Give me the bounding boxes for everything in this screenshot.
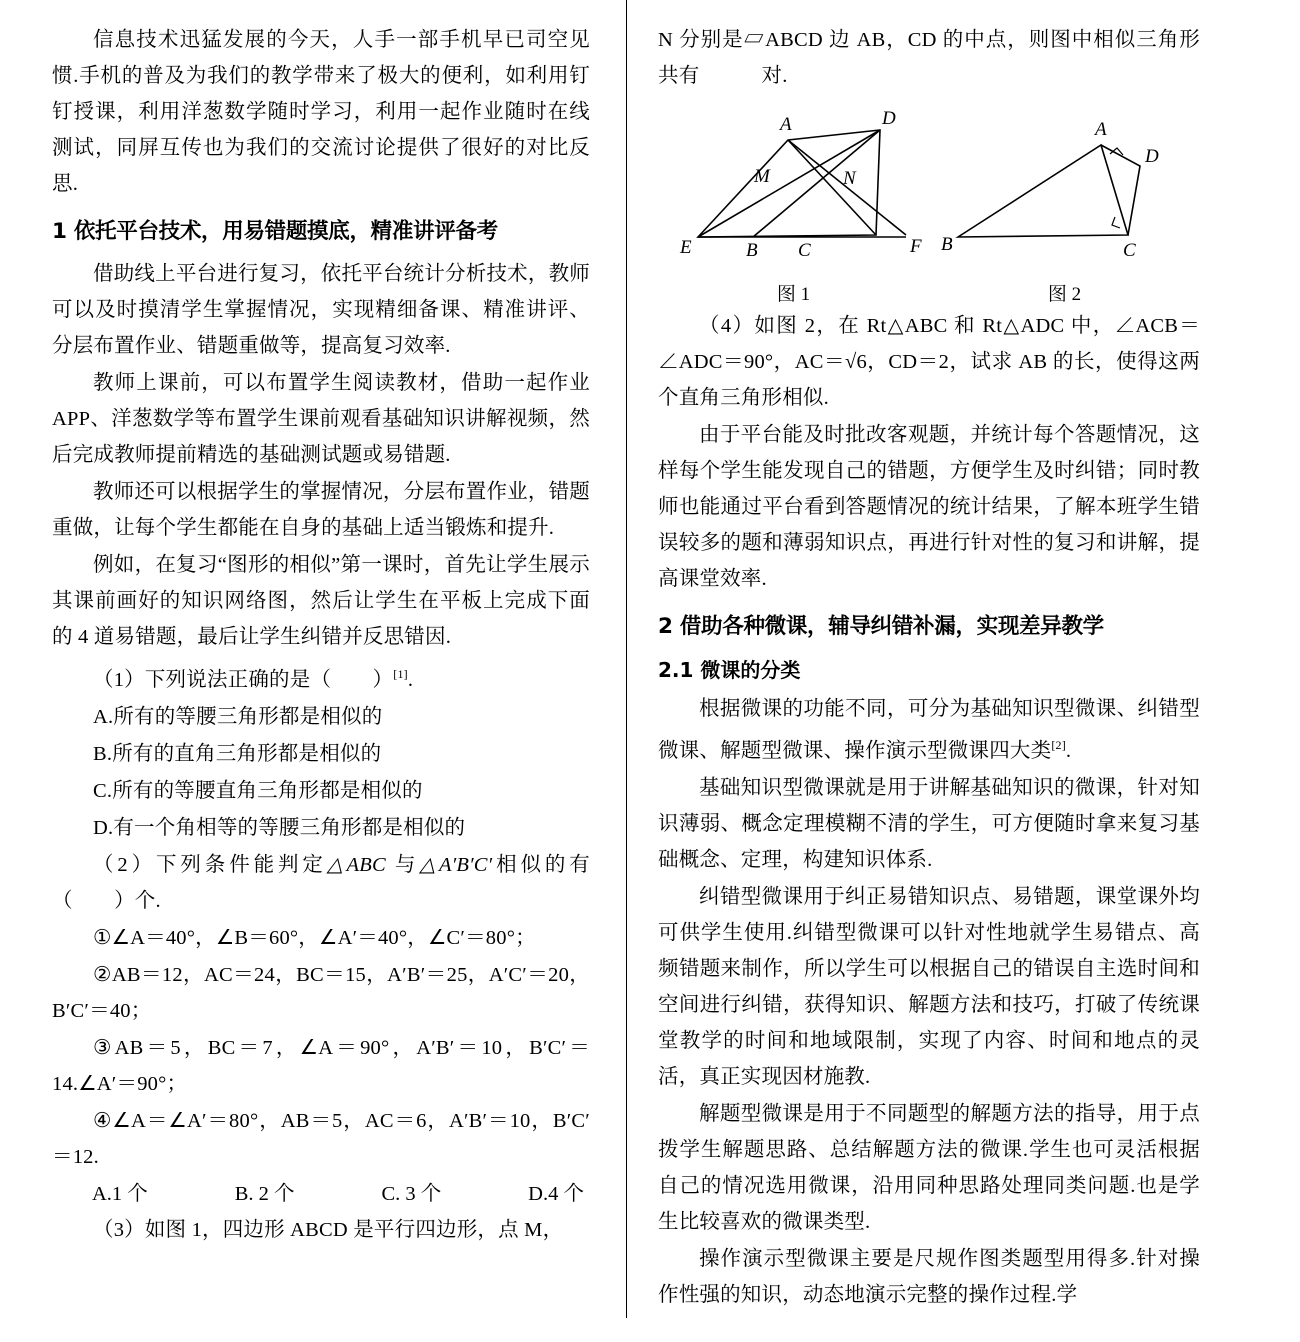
paragraph-3: 教师还可以根据学生的掌握情况，分层布置作业，错题重做，让每个学生都能在自身的基础上适当锻炼和提升. — [52, 481, 590, 539]
question-1-option-d: D.有一个角相等的等腰三角形都是相似的 — [93, 816, 466, 839]
question-2-item-2: ②AB＝12，AC＝24，BC＝15，A′B′＝25，A′C′＝20，B′C′＝40； — [52, 963, 590, 1022]
citation-ref-2: [2] — [1051, 738, 1066, 752]
left-column — [52, 22, 612, 1342]
question-2-item-3: ③AB＝5，BC＝7，∠A＝90°，A′B′＝10，B′C′＝14.∠A′＝90°； — [52, 1036, 590, 1095]
svg-text:N: N — [843, 168, 856, 189]
svg-text:F: F — [910, 236, 922, 257]
paragraph-8: 纠错型微课用于纠正易错知识点、易错题，课堂课外均可供学生使用.纠错型微课可以针对性地就学生易错点、高频错题来制作，所以学生可以根据自己的错误自主选时间和空间进行纠错，获得知识、解题方法和技巧，打破了传统课堂教学的时间和地域限制，实现了内容、时间和地点的灵活，真正实现因材施教. — [658, 885, 1200, 1088]
question-3-stem-cont: N 分别是▱ABCD 边 AB，CD 的中点，则图中相似三角形共有 对. — [658, 29, 1200, 87]
question-1-text: （1）下列说法正确的是（ ） — [93, 668, 394, 691]
question-4: （4）如图 2，在 Rt△ABC 和 Rt△ADC 中，∠ACB＝∠ADC＝90°，AC＝√6，CD＝2，试求 AB 的长，使得这两个直角三角形相似. — [658, 315, 1200, 409]
choice-d: D.4 个 — [528, 1182, 584, 1205]
figure-2-right-angle-marks — [1110, 148, 1123, 228]
paragraph-4: 例如，在复习“图形的相似”第一课时，首先让学生展示其课前画好的知识网络图，然后让学生在平板上完成下面的 4 道易错题，最后让学生纠错并反思错因. — [52, 554, 590, 648]
paragraph-10: 操作演示型微课主要是尺规作图类题型用得多.针对操作性强的知识，动态地演示完整的操作过程.学 — [658, 1247, 1200, 1306]
svg-text:D: D — [882, 108, 896, 129]
figures-container — [658, 100, 1200, 306]
question-1-option-a: A.所有的等腰三角形都是相似的 — [93, 705, 383, 728]
paragraph-6 — [658, 691, 1200, 769]
svg-text:C: C — [798, 240, 811, 261]
paragraph-5: 由于平台能及时批改客观题，并统计每个答题情况，这样每个学生能发现自己的错题，方便学生及时纠错；同时教师也能通过平台看到答题情况的统计结果，了解本班学生错误较多的题和薄弱知识点，再进行针对性的复习和讲解，提高课堂效率. — [658, 424, 1200, 590]
triangle-abc-prime: △A′B′C′ — [419, 853, 493, 876]
question-1-option-b: B.所有的直角三角形都是相似的 — [93, 742, 382, 765]
svg-text:D: D — [1145, 146, 1159, 167]
figure-2-caption: 图 2 — [1047, 284, 1082, 305]
figure-captions — [658, 279, 1200, 306]
section-heading-2: 2 借助各种微课，辅导纠错补漏，实现差异教学 — [658, 614, 1104, 639]
svg-text:B: B — [746, 240, 758, 261]
right-column — [640, 22, 1200, 1342]
column-divider — [626, 0, 627, 1318]
svg-text:M: M — [754, 166, 770, 187]
svg-text:B: B — [941, 234, 953, 255]
figure-1-drawing — [698, 130, 906, 237]
svg-text:C: C — [1123, 240, 1136, 261]
question-2-lead: （2）下列条件能判定 — [93, 853, 327, 876]
paragraph-6-text: 根据微课的功能不同，可分为基础知识型微课、纠错型微课、解题型微课、操作演示型微课四大类 — [658, 698, 1200, 762]
figure-1-labels — [679, 108, 922, 261]
column-gutter — [612, 22, 640, 1342]
question-2-item-1: ①∠A＝40°，∠B＝60°，∠A′＝40°，∠C′＝80°； — [93, 926, 536, 949]
choice-b: B. 2 个 — [234, 1182, 295, 1205]
question-2-mid: 与 — [394, 853, 420, 876]
question-1-stem: （1）下列说法正确的是（ ）[1]. — [93, 667, 414, 691]
question-1-option-c: C.所有的等腰直角三角形都是相似的 — [93, 779, 423, 802]
figure-1-caption: 图 1 — [776, 284, 811, 305]
paragraph-7: 基础知识型微课就是用于讲解基础知识的微课，针对知识薄弱、概念定理模糊不清的学生，可方便随时拿来复习基础概念、定理，构建知识体系. — [658, 776, 1200, 871]
section-heading-1: 1 依托平台技术，用易错题摸底，精准讲评备考 — [52, 219, 498, 244]
choice-a: A.1 个 — [92, 1182, 148, 1205]
geometry-figures — [658, 100, 1198, 280]
svg-text:E: E — [680, 237, 692, 258]
citation-ref-1: [1] — [393, 667, 408, 681]
paragraph-1: 借助线上平台进行复习，依托平台统计分析技术，教师可以及时摸清学生掌握情况，实现精细备课、精准讲评、分层布置作业、错题重做等，提高复习效率. — [52, 263, 590, 357]
question-2-choices — [52, 1176, 590, 1212]
question-3-stem-start: （3）如图 1，四边形 ABCD 是平行四边形，点 M， — [93, 1218, 564, 1241]
intro-paragraph: 信息技术迅猛发展的今天，人手一部手机早已司空见惯.手机的普及为我们的教学带来了极大的便利，如利用钉钉授课，利用洋葱数学随时学习，利用一起作业随时在线测试，同屏互传也为我们的交流讨论提供了很好的对比反思. — [52, 29, 590, 195]
svg-text:A: A — [1095, 119, 1107, 140]
question-2-item-4: ④∠A＝∠A′＝80°，AB＝5，AC＝6，A′B′＝10，B′C′＝12. — [52, 1109, 590, 1168]
svg-text:A: A — [780, 114, 792, 135]
choice-c: C. 3 个 — [381, 1182, 442, 1205]
figure-2-labels — [941, 119, 1159, 261]
paragraph-9: 解题型微课是用于不同题型的解题方法的指导，用于点拨学生解题思路、总结解题方法的微课.学生也可灵活根据自己的情况选用微课，沿用同种思路处理同类问题.也是学生比较喜欢的微课类型. — [658, 1102, 1200, 1233]
question-2-stem — [52, 847, 590, 919]
question-2-tail: 相似的有（ ）个. — [52, 853, 590, 912]
subsection-heading-2-1: 2.1 微课的分类 — [658, 658, 801, 682]
paragraph-2: 教师上课前，可以布置学生阅读教材，借助一起作业 APP、洋葱数学等布置学生课前观看基础知识讲解视频，然后完成教师提前精选的基础测试题或易错题. — [52, 372, 590, 466]
paragraph-6-period: . — [1065, 739, 1072, 762]
triangle-abc: △ABC — [326, 853, 386, 876]
